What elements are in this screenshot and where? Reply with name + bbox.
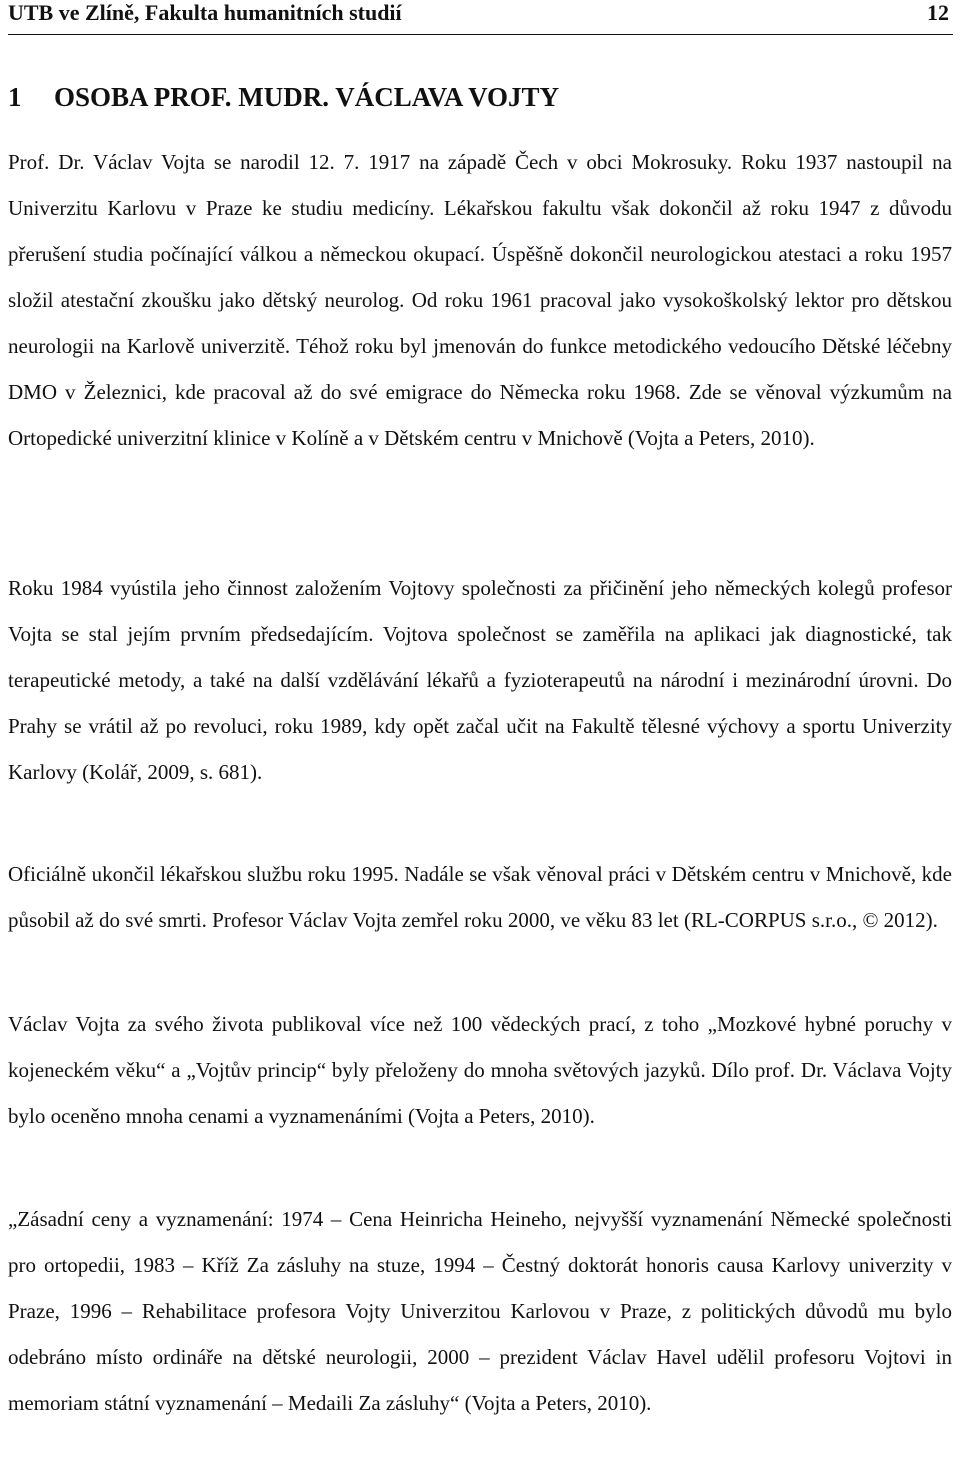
header-title: UTB ve Zlíně, Fakulta humanitních studií — [8, 0, 402, 25]
paragraph-retirement: Oficiálně ukončil lékařskou službu roku 1995. Nadále se však věnoval práci v Dětském centru v Mnichově, kde působil až do své smrti. Profesor Václav Vojta zemřel roku 2000, ve věku 83 let (RL-CORPUS s.r.o., © 2012). — [8, 862, 952, 932]
chapter-number: 1 — [8, 82, 22, 112]
paragraph-biography-intro: Prof. Dr. Václav Vojta se narodil 12. 7. 1917 na západě Čech v obci Mokrosuky. Roku 1937 nastoupil na Univerzitu Karlovu v Praze ke studiu medicíny. Lékařskou fakultu však dokončil až roku 1947 z důvodu přerušení studia počínající válkou a německou okupací. Úspěšně dokončil neurologickou atestaci a roku 1957 složil atestační zkoušku jako dětský neurolog. Od roku 1961 pracoval jako vysokoškolský lektor pro dětskou neurologii na Karlově univerzitě. Téhož roku byl jmenován do funkce metodického vedoucího Dětské léčebny DMO v Železnici, kde pracoval až do své emigrace do Německa roku 1968. Zde se věnoval výzkumům na Ortopedické univerzitní klinice v Kolíně a v Dětském centru v Mnichově (Vojta a Peters, 2010). — [8, 150, 952, 450]
paragraph-vojta-society: Roku 1984 vyústila jeho činnost založením Vojtovy společnosti za přičinění jeho německých kolegů profesor Vojta se stal jejím prvním předsedajícím. Vojtova společnost se zaměřila na aplikaci jak diagnostické, tak terapeutické metody, a také na další vzdělávání lékařů a fyzioterapeutů na národní i mezinárodní úrovni. Do Prahy se vrátil až po revoluci, roku 1989, kdy opět začal učit na Fakultě tělesné výchovy a sportu Univerzity Karlovy (Kolář, 2009, s. 681). — [8, 576, 952, 784]
chapter-title: OSOBA PROF. MUDR. VÁCLAVA VOJTY — [54, 82, 560, 112]
running-header — [8, 0, 953, 35]
chapter-heading — [8, 79, 559, 115]
paragraph-awards-quote: „Zásadní ceny a vyznamenání: 1974 – Cena Heinricha Heineho, nejvyšší vyznamenání Německé společnosti pro ortopedii, 1983 – Kříž Za zásluhy na stuze, 1994 – Čestný doktorát honoris causa Karlovy univerzity v Praze, 1996 – Rehabilitace profesora Vojty Univerzitou Karlovou v Praze, z politických důvodů mu bylo odebráno místo ordináře na dětské neurologii, 2000 – prezident Václav Havel udělil profesoru Vojtovi in memoriam státní vyznamenání – Medaili Za zásluhy“ (Vojta a Peters, 2010). — [8, 1207, 952, 1415]
paragraph-publications: Václav Vojta za svého života publikoval více než 100 vědeckých prací, z toho „Mozkové hybné poruchy v kojeneckém věku“ a „Vojtův princip“ byly přeloženy do mnoha světových jazyků. Dílo prof. Dr. Václava Vojty bylo oceněno mnoha cenami a vyznamenáními (Vojta a Peters, 2010). — [8, 1012, 952, 1128]
page-number: 12 — [927, 0, 949, 25]
